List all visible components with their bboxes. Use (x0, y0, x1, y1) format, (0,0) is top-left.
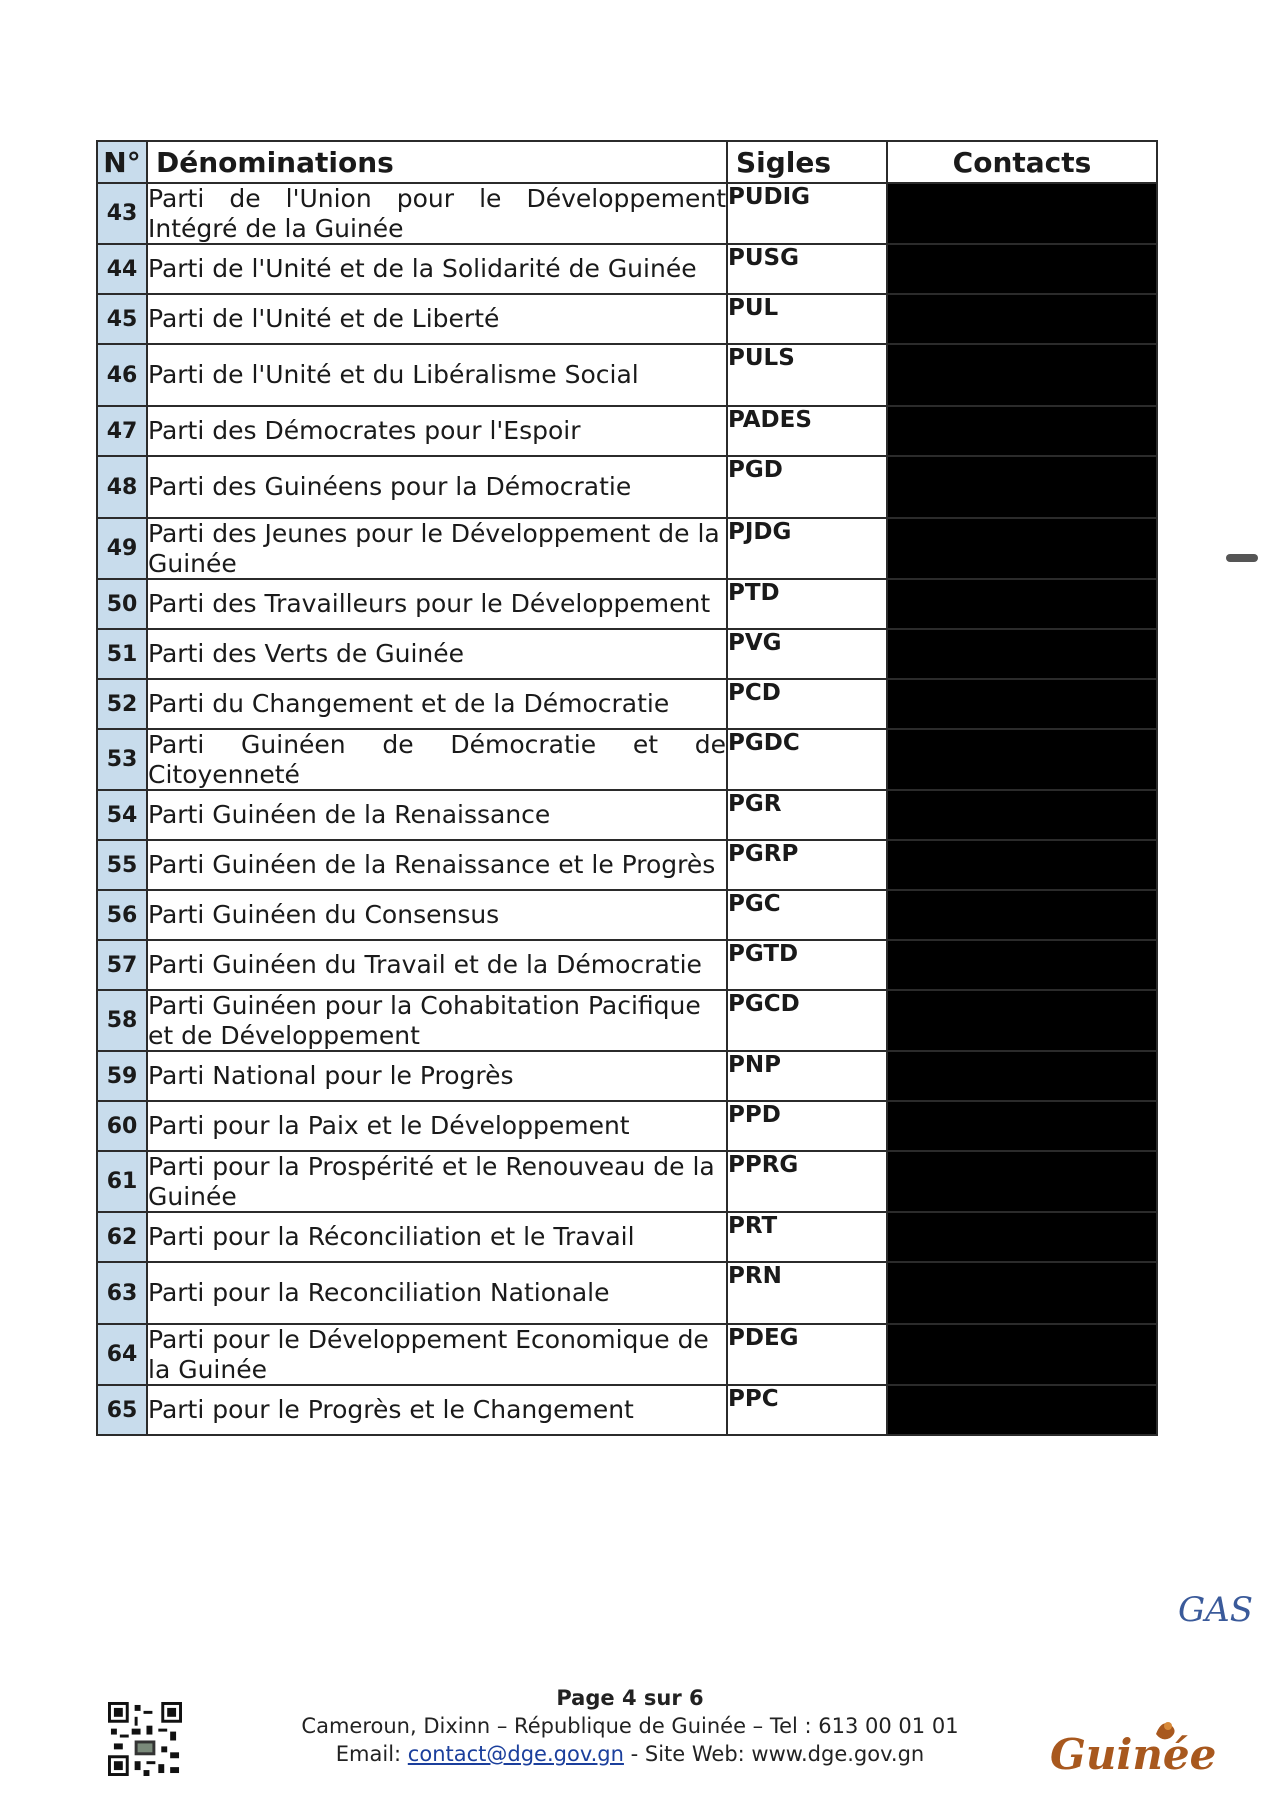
table-row (97, 518, 1157, 579)
row-number: 52 (97, 679, 147, 729)
email-label: Email: (335, 1742, 408, 1766)
redacted-contact (887, 579, 1157, 629)
party-sigle: PRT (727, 1212, 887, 1262)
row-number: 64 (97, 1324, 147, 1385)
header-denominations: Dénominations (147, 141, 727, 183)
party-sigle: PGDC (727, 729, 887, 790)
row-number: 54 (97, 790, 147, 840)
party-name: Parti des Travailleurs pour le Développement (147, 579, 727, 629)
party-name: Parti Guinéen du Travail et de la Démocratie (147, 940, 727, 990)
table-row (97, 629, 1157, 679)
table-row (97, 579, 1157, 629)
table-row (97, 940, 1157, 990)
redacted-contact (887, 990, 1157, 1051)
row-number: 44 (97, 244, 147, 294)
page-total: 6 (689, 1686, 704, 1710)
table-row (97, 183, 1157, 244)
redacted-contact (887, 344, 1157, 406)
redacted-contact (887, 629, 1157, 679)
row-number: 48 (97, 456, 147, 518)
redacted-contact (887, 518, 1157, 579)
row-number: 59 (97, 1051, 147, 1101)
row-number: 65 (97, 1385, 147, 1435)
table-row (97, 840, 1157, 890)
row-number: 58 (97, 990, 147, 1051)
row-number: 46 (97, 344, 147, 406)
party-name: Parti du Changement et de la Démocratie (147, 679, 727, 729)
redacted-contact (887, 406, 1157, 456)
redacted-contact (887, 294, 1157, 344)
redacted-contact (887, 940, 1157, 990)
row-number: 60 (97, 1101, 147, 1151)
table-row (97, 790, 1157, 840)
party-name: Parti Guinéen pour la Cohabitation Pacifique et de Développement (147, 990, 727, 1051)
page-number (230, 1684, 1030, 1712)
page-mid: sur (636, 1686, 690, 1710)
margin-initials: GAS (1178, 1590, 1254, 1630)
party-sigle: PUL (727, 294, 887, 344)
scan-margin-mark (1226, 554, 1258, 562)
row-number: 49 (97, 518, 147, 579)
party-name: Parti pour la Prospérité et le Renouveau de la Guinée (147, 1151, 727, 1212)
table-row (97, 456, 1157, 518)
party-sigle: PUSG (727, 244, 887, 294)
qr-code (108, 1702, 182, 1776)
party-sigle: PDEG (727, 1324, 887, 1385)
footer-contact-line (230, 1740, 1030, 1768)
table-row (97, 1151, 1157, 1212)
party-sigle: PVG (727, 629, 887, 679)
redacted-contact (887, 456, 1157, 518)
redacted-contact (887, 840, 1157, 890)
party-sigle: PPD (727, 1101, 887, 1151)
table-row (97, 1101, 1157, 1151)
table-row (97, 1262, 1157, 1324)
party-name: Parti des Guinéens pour la Démocratie (147, 456, 727, 518)
table-row (97, 1212, 1157, 1262)
table-row (97, 294, 1157, 344)
party-sigle: PNP (727, 1051, 887, 1101)
party-name: Parti Guinéen de Démocratie et de Citoyenneté (148, 730, 726, 789)
redacted-contact (887, 890, 1157, 940)
party-name: Parti des Jeunes pour le Développement de la Guinée (147, 518, 727, 579)
table-row (97, 679, 1157, 729)
party-sigle: PGRP (727, 840, 887, 890)
redacted-contact (887, 1262, 1157, 1324)
party-name: Parti de l'Unité et du Libéralisme Social (147, 344, 727, 406)
party-sigle: PTD (727, 579, 887, 629)
redacted-contact (887, 1324, 1157, 1385)
party-name: Parti pour la Reconciliation Nationale (147, 1262, 727, 1324)
row-number: 51 (97, 629, 147, 679)
redacted-contact (887, 1151, 1157, 1212)
row-number: 55 (97, 840, 147, 890)
redacted-contact (887, 1212, 1157, 1262)
party-sigle: PPRG (727, 1151, 887, 1212)
header-sigles: Sigles (727, 141, 887, 183)
party-sigle: PGR (727, 790, 887, 840)
party-sigle: PADES (727, 406, 887, 456)
row-number: 53 (97, 729, 147, 790)
redacted-contact (887, 244, 1157, 294)
party-sigle: PGCD (727, 990, 887, 1051)
header-contacts: Contacts (887, 141, 1157, 183)
email-link[interactable]: contact@dge.gov.gn (407, 1742, 624, 1766)
party-name: Parti Guinéen de la Renaissance (147, 790, 727, 840)
party-sigle: PJDG (727, 518, 887, 579)
page-current: 4 (621, 1686, 637, 1710)
table-row (97, 406, 1157, 456)
row-number: 62 (97, 1212, 147, 1262)
parties-table (96, 140, 1158, 1436)
website-text: - Site Web: www.dge.gov.gn (623, 1742, 925, 1766)
row-number: 45 (97, 294, 147, 344)
redacted-contact (887, 1385, 1157, 1435)
party-name: Parti Guinéen de la Renaissance et le Progrès (147, 840, 727, 890)
row-number: 47 (97, 406, 147, 456)
table-row (97, 729, 1157, 790)
redacted-contact (887, 1051, 1157, 1101)
redacted-contact (887, 1101, 1157, 1151)
party-name: Parti de l'Unité et de la Solidarité de Guinée (147, 244, 727, 294)
party-sigle: PCD (727, 679, 887, 729)
redacted-contact (887, 729, 1157, 790)
table-row (97, 344, 1157, 406)
table-row (97, 990, 1157, 1051)
party-sigle: PUDIG (727, 183, 887, 244)
party-name: Parti pour le Progrès et le Changement (147, 1385, 727, 1435)
guinee-logo-text: Guinée (1050, 1730, 1217, 1779)
table-row (97, 890, 1157, 940)
header-number: N° (97, 141, 147, 183)
row-number: 43 (97, 183, 147, 244)
redacted-contact (887, 183, 1157, 244)
row-number: 57 (97, 940, 147, 990)
row-number: 56 (97, 890, 147, 940)
party-name: Parti de l'Union pour le Développement Intégré de la Guinée (148, 184, 726, 243)
party-name: Parti pour le Développement Economique de la Guinée (147, 1324, 727, 1385)
party-sigle: PPC (727, 1385, 887, 1435)
party-name: Parti Guinéen du Consensus (147, 890, 727, 940)
row-number: 63 (97, 1262, 147, 1324)
party-name: Parti des Verts de Guinée (147, 629, 727, 679)
party-sigle: PGD (727, 456, 887, 518)
row-number: 50 (97, 579, 147, 629)
party-sigle: PGC (727, 890, 887, 940)
party-name: Parti des Démocrates pour l'Espoir (147, 406, 727, 456)
party-name: Parti pour la Réconciliation et le Travail (147, 1212, 727, 1262)
table-row (97, 244, 1157, 294)
table-row (97, 1051, 1157, 1101)
footer-address: Cameroun, Dixinn – République de Guinée – Tel : 613 00 01 01 (301, 1714, 959, 1738)
table-row (97, 1385, 1157, 1435)
row-number: 61 (97, 1151, 147, 1212)
table-header-row (97, 141, 1157, 183)
redacted-contact (887, 679, 1157, 729)
party-sigle: PRN (727, 1262, 887, 1324)
party-sigle: PGTD (727, 940, 887, 990)
party-name: Parti National pour le Progrès (147, 1051, 727, 1101)
table-row (97, 1324, 1157, 1385)
party-name: Parti de l'Unité et de Liberté (147, 294, 727, 344)
redacted-contact (887, 790, 1157, 840)
party-sigle: PULS (727, 344, 887, 406)
party-name: Parti pour la Paix et le Développement (147, 1101, 727, 1151)
page-prefix: Page (556, 1686, 622, 1710)
